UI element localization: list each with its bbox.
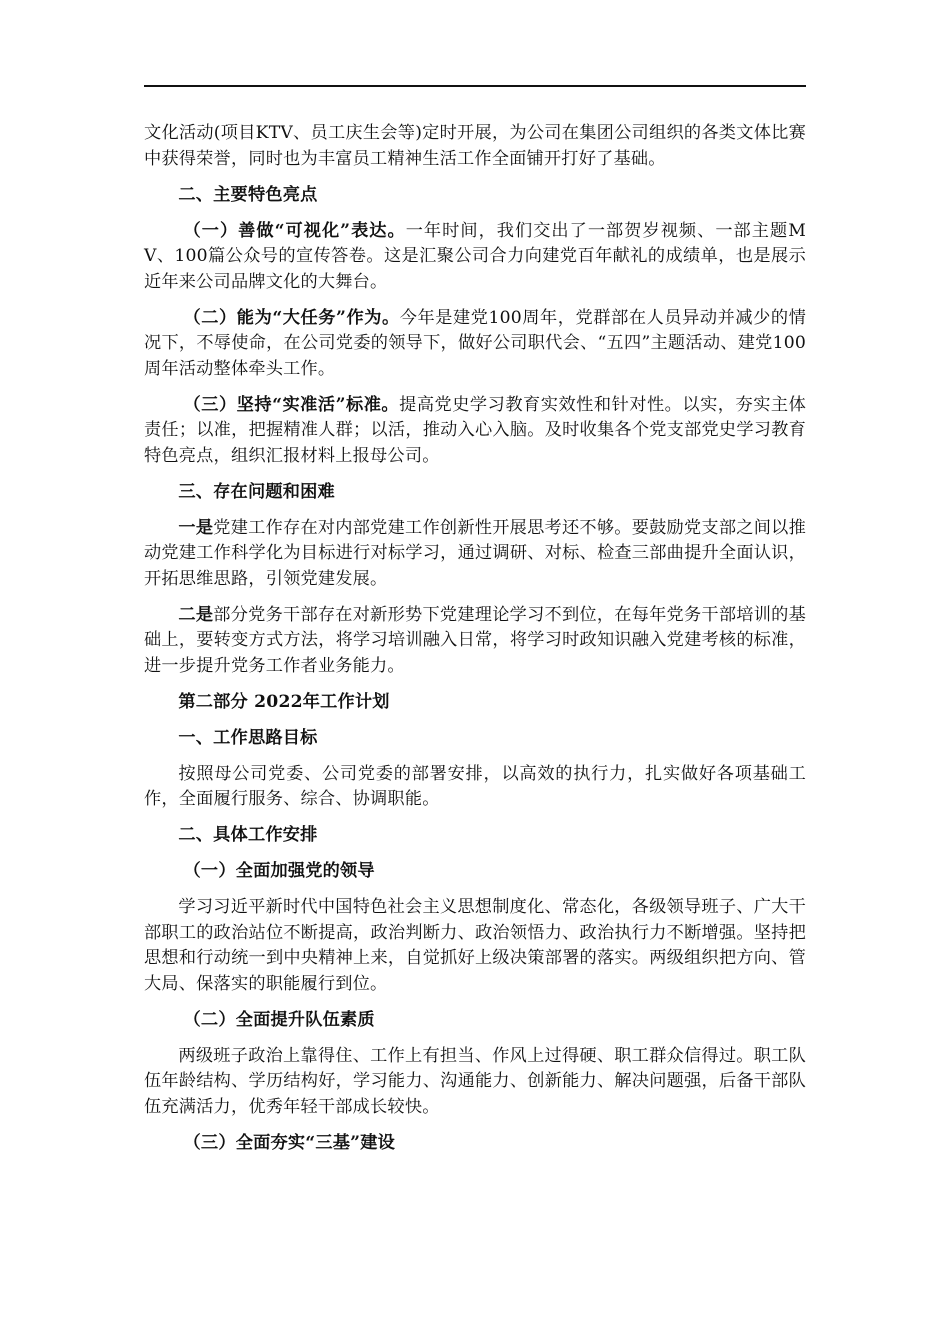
- goals-paragraph: 按照母公司党委、公司党委的部署安排，以高效的执行力，扎实做好各项基础工作，全面履行服务、综合、协调职能。: [144, 763, 806, 809]
- heading-highlights: 二、主要特色亮点: [178, 184, 318, 205]
- problem-2-body: 部分党务干部存在对新形势下党建理论学习不到位，在每年党务干部培训的基础上，要转变方式方法，将学习培训融入日常，将学习时政知识融入党建考核的标准，进一步提升党务工作者业务能力。: [144, 604, 806, 676]
- highlight-paragraph-3: [144, 393, 806, 470]
- highlight-3-lead: （三）坚持“实准活”标准。: [183, 394, 400, 415]
- highlight-paragraph-2: [144, 306, 806, 383]
- highlight-1-lead: （一）善做“可视化”表达。: [183, 220, 406, 241]
- highlight-2-body: 今年是建党100周年，党群部在人员异动并减少的情况下，不辱使命，在公司党委的领导下，做好公司职代会、“五四”主题活动、建党100周年活动整体牵头工作。: [144, 307, 806, 379]
- highlight-3-body: 提高党史学习教育实效性和针对性。以实，夯实主体责任；以准，把握精准人群；以活，推动入心入脑。及时收集各个党支部党史学习教育特色亮点，组织汇报材料上报母公司。: [144, 394, 806, 466]
- heading-problems: 三、存在问题和困难: [178, 481, 335, 502]
- problem-paragraph-1: [144, 516, 806, 593]
- problem-1-body: 党建工作存在对内部党建工作创新性开展思考还不够。要鼓励党支部之间以推动党建工作科学化为目标进行对标学习，通过调研、对标、检查三部曲提升全面认识，开拓思维思路，引领党建发展。: [144, 517, 806, 589]
- heading-sanji: （三）全面夯实“三基”建设: [183, 1132, 395, 1153]
- problem-1-lead: 一是: [178, 517, 214, 538]
- highlight-paragraph-1: [144, 219, 806, 296]
- highlight-1-body: 一年时间，我们交出了一部贺岁视频、一部主题MV、100篇公众号的宣传答卷。这是汇聚公司合力向建党百年献礼的成绩单，也是展示近年来公司品牌文化的大舞台。: [144, 220, 806, 292]
- team-paragraph: 两级班子政治上靠得住、工作上有担当、作风上过得硬、职工群众信得过。职工队伍年龄结构、学历结构好，学习能力、沟通能力、创新能力、解决问题强，后备干部队伍充满活力，优秀年轻干部成长较快。: [144, 1045, 806, 1117]
- header-rule: [144, 85, 806, 87]
- heading-goals: 一、工作思路目标: [178, 727, 318, 748]
- document-body: [144, 121, 806, 1167]
- heading-part-two: 第二部分 2022年工作计划: [178, 691, 390, 712]
- highlight-2-lead: （二）能为“大任务”作为。: [183, 307, 400, 328]
- heading-team: （二）全面提升队伍素质: [183, 1009, 375, 1030]
- problem-2-lead: 二是: [178, 604, 214, 625]
- leadership-paragraph: 学习习近平新时代中国特色社会主义思想制度化、常态化，各级领导班子、广大干部职工的政治站位不断提高，政治判断力、政治领悟力、政治执行力不断增强。坚持把思想和行动统一到中央精神上来，自觉抓好上级决策部署的落实。两级组织把方向、管大局、保落实的职能履行到位。: [144, 897, 806, 994]
- heading-leadership: （一）全面加强党的领导: [183, 861, 375, 881]
- intro-paragraph: 文化活动(项目KTV、员工庆生会等)定时开展，为公司在集团公司组织的各类文体比赛中获得荣誉，同时也为丰富员工精神生活工作全面铺开打好了基础。: [144, 123, 806, 169]
- problem-paragraph-2: [144, 603, 806, 680]
- heading-arrangements: 二、具体工作安排: [178, 825, 318, 845]
